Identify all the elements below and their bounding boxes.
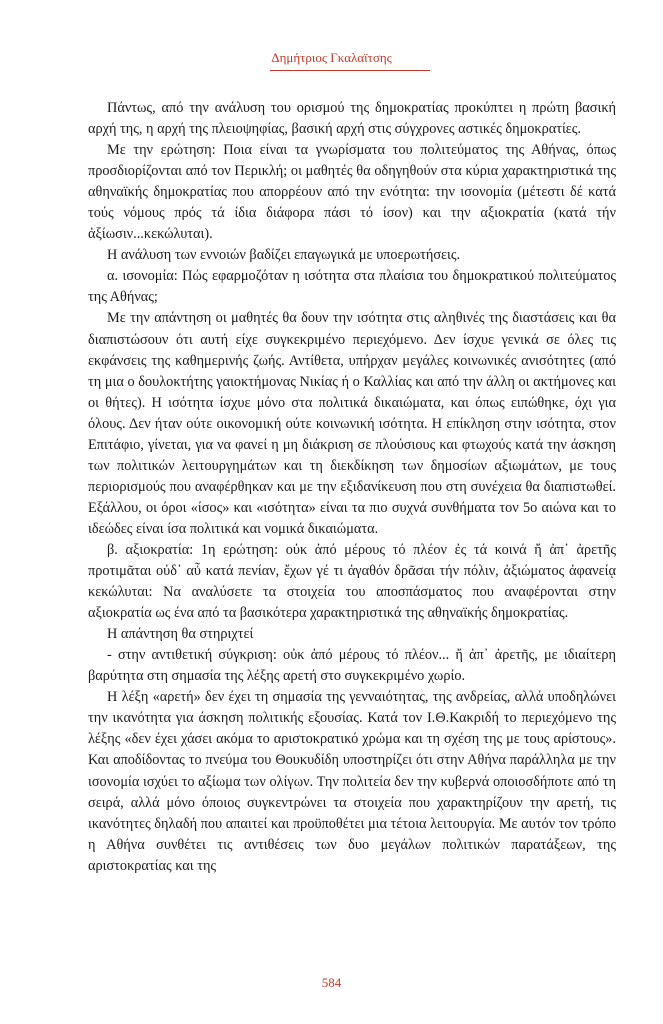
paragraph-7: Η απάντηση θα στηριχτεί [107, 626, 254, 643]
paragraph-5: Με την απάντηση οι μαθητές θα δουν την ισότητα στις αληθινές της διαστάσεις και θα διαπιστώσουν ότι αυτή είχε συγκεκριμένο περιεχόμενο. Δεν ίσχυε γενικά σε όλες τις εκφάνσεις της καθημερινής ζωής. Αντίθετα, υπήρχαν μεγάλες κοινωνικές ανισότητες (από τη μια ο δουλοκτήτης γαιοκτήμονας Νικίας ή ο Καλλίας και από την άλλη οι ακτήμονες και οι θήτες). Η ισότητα ίσχυε μόνο στα πολιτικά δικαιώματα, και όπως ειπώθηκε, όχι για όλους. Δεν ήταν ούτε οικονομική ούτε κοινωνική ισότητα. Η επίκληση στην ισότητα, στον Επιτάφιο, γίνεται, για να φανεί η μη διάκριση σε πλούσιους και φτωχούς κατά την άσκηση των πολιτικών λειτουργημάτων και τη διεκδίκηση των δημοσίων αξιωμάτων, με τους περιορισμούς που αναφέρθηκαν και με την εξιδανίκευση που στη συνέχεια θα διαπιστωθεί. Εξάλλου, οι όροι «ίσος» και «ισότητα» είναι τα πιο συχνά συνθήματα τον 5ο αιώνα και το ιδεώδες είναι ίσα πολιτικά και νομικά δικαιώματα. [88, 310, 616, 537]
paragraph-1: Πάντως, από την ανάλυση του ορισμού της δημοκρατίας προκύπτει η πρώτη βασική αρχή της, η αρχή της πλειοψηφίας, βασική αρχή στις σύγχρονες αστικές δημοκρατίες. [88, 100, 616, 138]
page-number: 584 [321, 975, 342, 990]
paragraph-2: Με την ερώτηση: Ποια είναι τα γνωρίσματα του πολιτεύματος της Αθήνας, όπως προσδιορίζονται από τον Περικλή; οι μαθητές θα οδηγηθούν στα κύρια χαρακτηριστικά της αθηναϊκής δημοκρατίας που απορρέουν από την ενότητα: την ισονομία (μέτεστι δέ κατά τούς νόμους πρός τά ίδια διάφορα πάσι τό ίσον) και την αξιοκρατία (κατά τήν ἀξίωσιν...κεκώλυται). [88, 142, 616, 243]
paragraph-9: Η λέξη «αρετή» δεν έχει τη σημασία της γενναιότητας, της ανδρείας, αλλά υποδηλώνει την ικανότητα για άσκηση πολιτικής εξουσίας. Κατά τον Ι.Θ.Κακριδή το περιεχόμενο της λέξης «δεν έχει χάσει ακόμα το αριστοκρατικό χρώμα και τη σχέση της με τους αρίστους». Και αποδίδοντας το πνεύμα του Θουκυδίδη υποστηρίζει ότι στην Αθήνα παράλληλα με την ισονομία ισχύει το αξίωμα των ολίγων. Την πολιτεία δεν την κυβερνά οποιοσδήποτε από τη σειρά, αλλά μόνο όποιος συγκεντρώνει τα στοιχεία που χαρακτηρίζουν την αρετή, τις ικανότητες δηλαδή που απαιτεί και προϋποθέτει μια τέτοια λειτουργία. Με αυτόν τον τρόπο η Αθήνα συνθέτει τις αντιθέσεις των δυο μεγάλων πολιτικών παρατάξεων, της αριστοκρατίας και της [88, 689, 616, 874]
body-text [88, 98, 616, 877]
running-header-author: Δημήτριος Γκαλαϊτσης [271, 50, 392, 65]
paragraph-8: - στην αντιθετική σύγκριση: οὐκ ἀπό μέρους τό πλέον... ἤ ἀπ᾽ ἀρετῆς, με ιδιαίτερη βαρύτητα στη σημασία της λέξης αρετή στο συγκεκριμένο χωρίο. [88, 647, 616, 685]
header-underline [270, 70, 430, 71]
paragraph-4: α. ισονομία: Πώς εφαρμοζόταν η ισότητα στα πλαίσια του δημοκρατικού πολιτεύματος της Αθήνας; [88, 268, 616, 306]
paragraph-6: β. αξιοκρατία: 1η ερώτηση: οὐκ ἀπό μέρους τό πλέον ἐς τά κοινά ἤ ἀπ᾽ ἀρετῆς προτιμᾶται οὐδ᾽ αὖ κατά πενίαν, ἔχων γέ τι ἀγαθόν δρᾶσαι τήν πόλιν, ἀξιώματος ἀφανείᾳ κεκώλυται: Να αναλύσετε τα στοιχεία του αποσπάσματος που αναφέρονται στην αξιοκρατία ως ένα από τα βασικότερα χαρακτηριστικά της αθηναϊκής δημοκρατίας. [88, 541, 616, 622]
paragraph-3: Η ανάλυση των εννοιών βαδίζει επαγωγικά με υποερωτήσεις. [107, 247, 461, 264]
